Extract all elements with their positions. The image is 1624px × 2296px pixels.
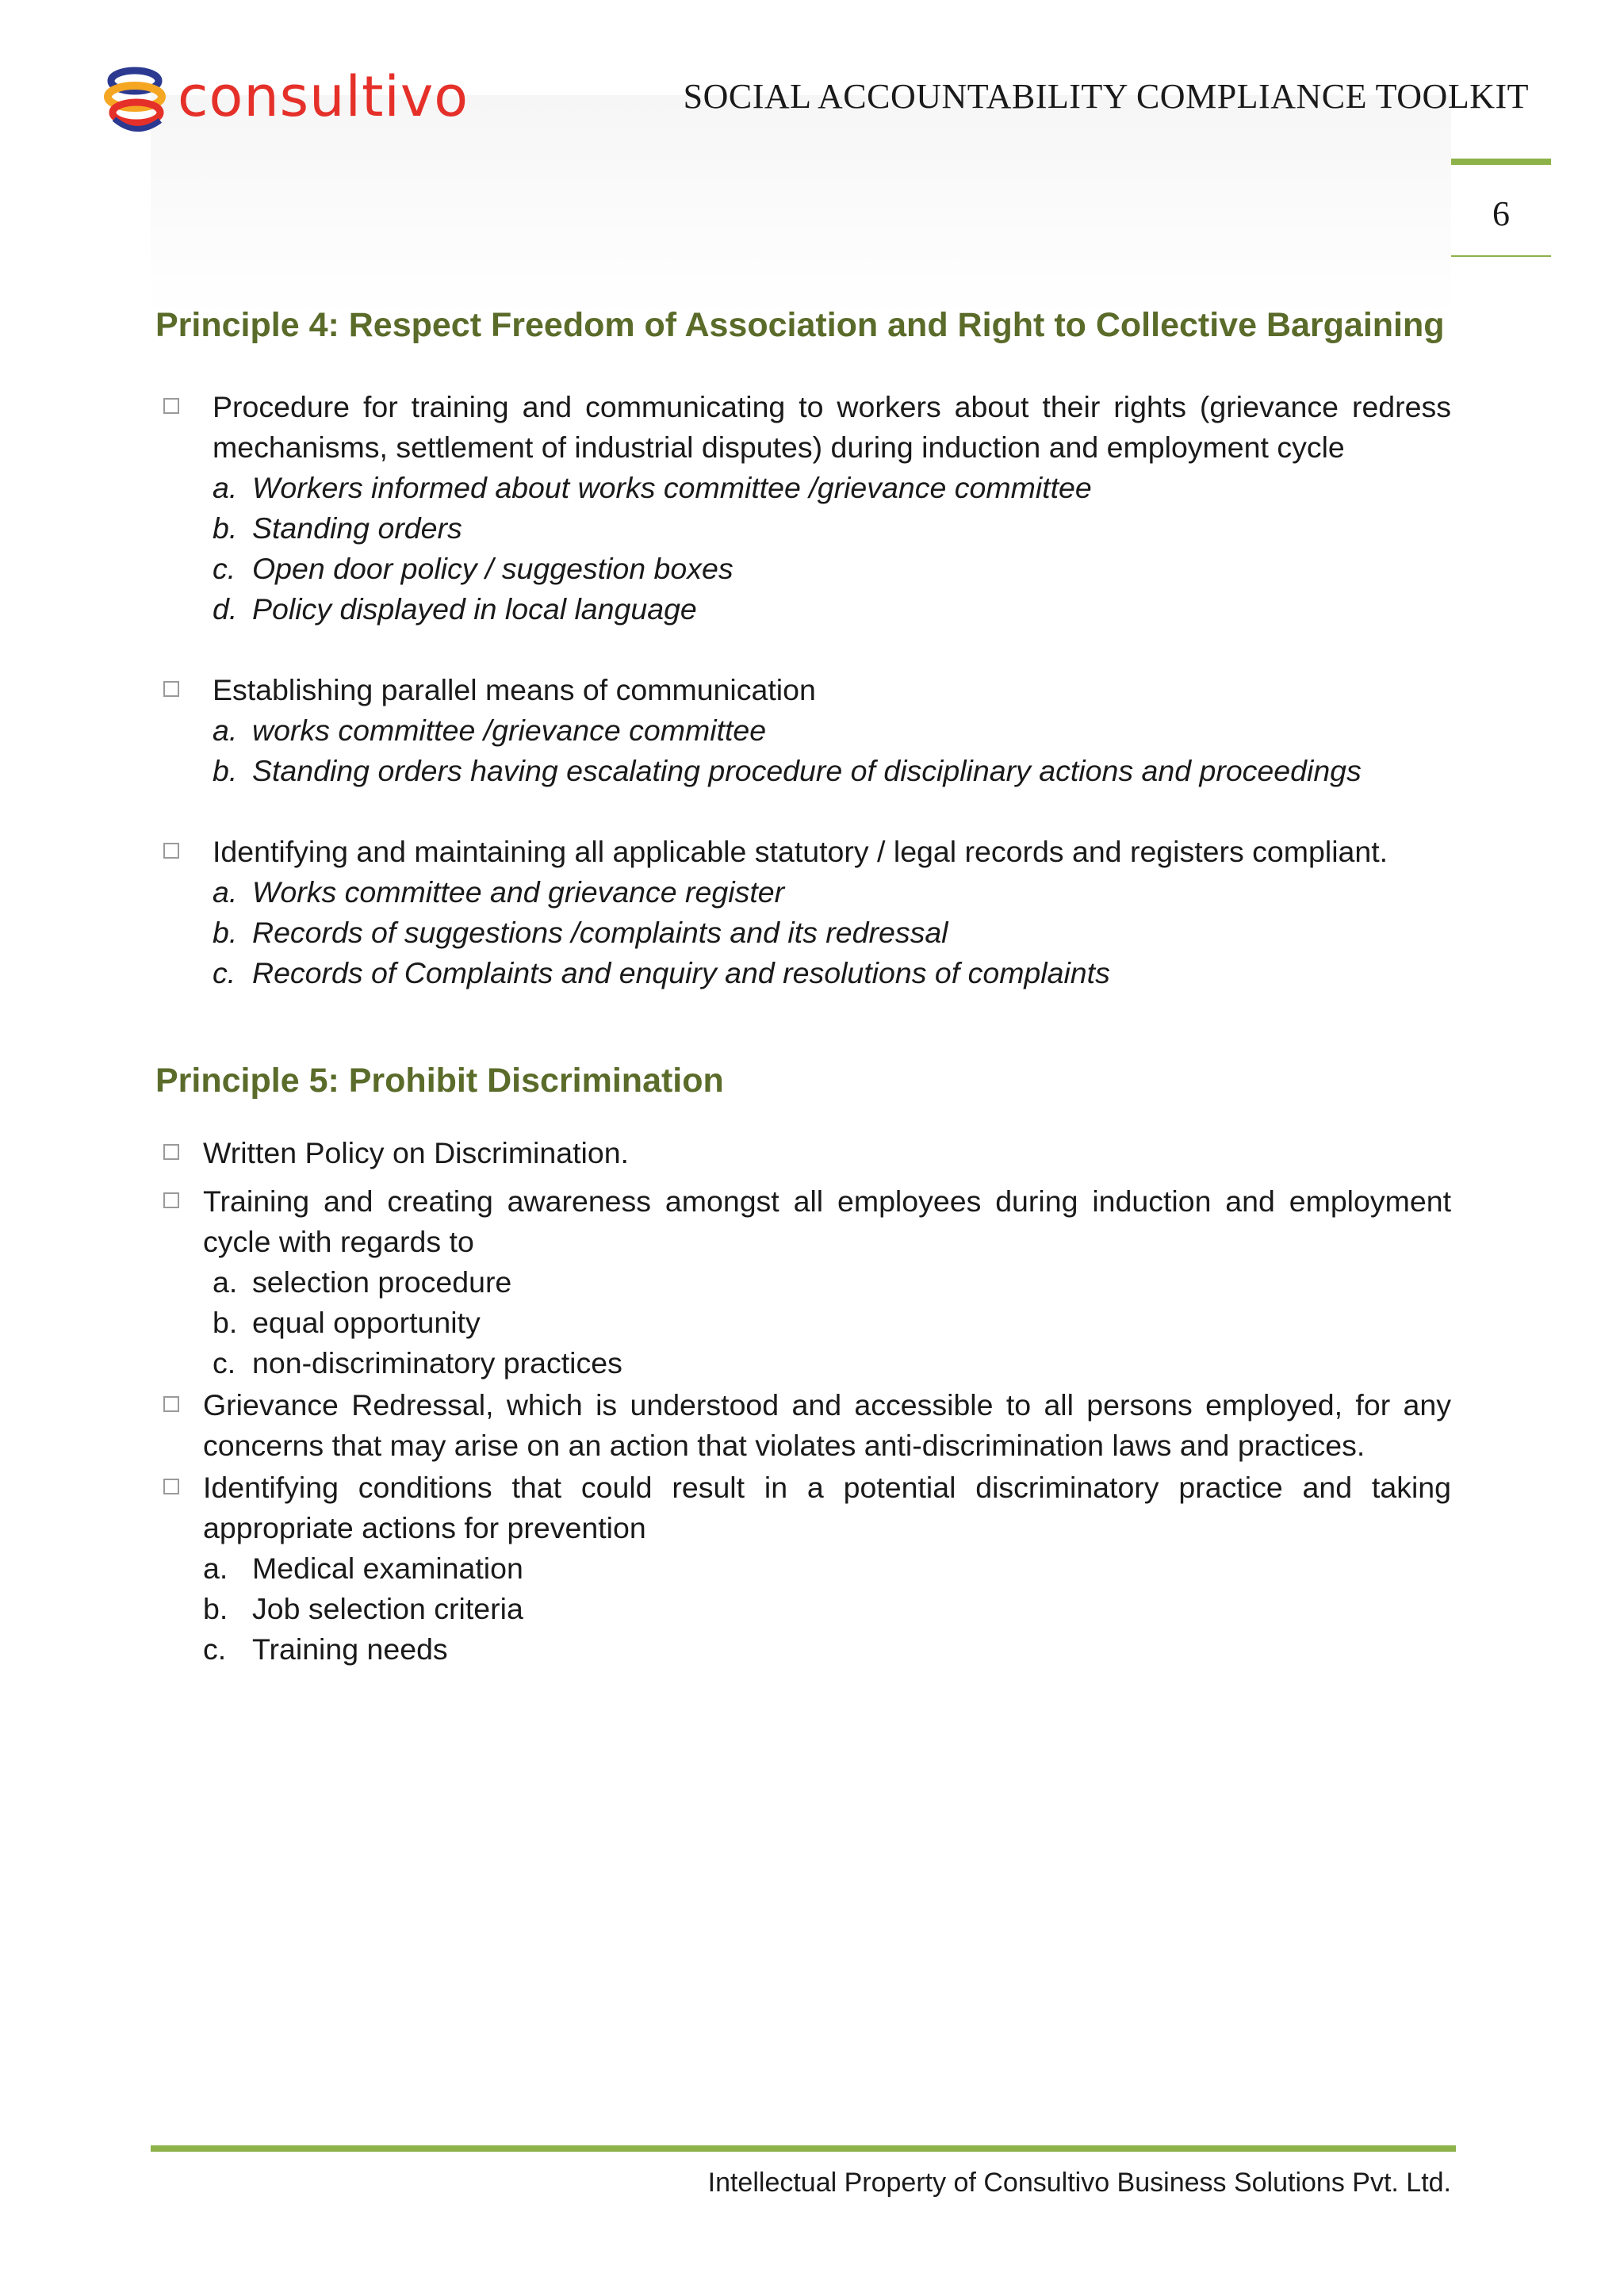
sub-item: c. Training needs — [203, 1632, 448, 1666]
list-item-text: Written Policy on Discrimination. — [203, 1136, 629, 1169]
page-content — [155, 301, 1451, 1670]
list-item — [155, 670, 1451, 791]
sub-item: b. Job selection criteria — [203, 1592, 523, 1625]
logo-swirl-icon — [98, 52, 178, 140]
sub-item: b. Records of suggestions /complaints and its redressal — [213, 916, 948, 949]
list-item-text: Training and creating awareness amongst all employees during induction and employment cycle with regards to — [203, 1184, 1451, 1258]
sub-item: b. Standing orders having escalating procedure of disciplinary actions and proceedings — [213, 754, 1362, 787]
principle-5-heading: Principle 5: Prohibit Discrimination — [155, 1062, 724, 1100]
document-title: SOCIAL ACCOUNTABILITY COMPLIANCE TOOLKIT — [683, 77, 1529, 116]
page-number-top-rule — [1451, 159, 1551, 165]
list-item — [155, 832, 1451, 993]
list-item-text: Grievance Redressal, which is understood and accessible to all persons employed, for any concerns that may arise on an action that violates anti-discrimination laws and practices. — [203, 1388, 1451, 1462]
checkbox-bullet-icon — [163, 681, 179, 697]
sub-item: a. Workers informed about works committee /grievance committee — [213, 471, 1092, 504]
checkbox-bullet-icon — [163, 1479, 179, 1494]
sub-item: c. Records of Complaints and enquiry and resolutions of complaints — [213, 956, 1110, 989]
list-item-text: Identifying and maintaining all applicable statutory / legal records and registers compliant. — [213, 835, 1388, 868]
list-item-text: Procedure for training and communicating to workers about their rights (grievance redress mechanisms, settlement of industrial disputes) during induction and employment cycle — [213, 390, 1451, 464]
sub-item: c. Open door policy / suggestion boxes — [213, 552, 733, 585]
list-item — [155, 1468, 1451, 1670]
page-number-bottom-rule — [1451, 255, 1551, 257]
list-item — [155, 1133, 1451, 1173]
sub-item: b. equal opportunity — [213, 1306, 481, 1339]
principle-4-heading: Principle 4: Respect Freedom of Association and Right to Collective Bargaining — [155, 306, 1445, 344]
checkbox-bullet-icon — [163, 1396, 179, 1412]
sub-item: d. Policy displayed in local language — [213, 592, 697, 626]
list-item-text: Establishing parallel means of communication — [213, 673, 816, 706]
sub-item: b. Standing orders — [213, 511, 462, 545]
logo-text: consultivo — [178, 64, 469, 129]
checkbox-bullet-icon — [163, 398, 179, 414]
footer-rule — [151, 2145, 1456, 2152]
sub-item: a. selection procedure — [213, 1265, 512, 1299]
footer-text: Intellectual Property of Consultivo Business Solutions Pvt. Ltd. — [707, 2168, 1451, 2198]
list-item — [155, 1385, 1451, 1466]
consultivo-logo — [98, 52, 469, 140]
sub-item: c. non-discriminatory practices — [213, 1346, 622, 1380]
list-item-text: Identifying conditions that could result in a potential discriminatory practice and taking appropriate actions for prevention — [203, 1471, 1451, 1544]
sub-item: a. works committee /grievance committee — [213, 714, 767, 747]
checkbox-bullet-icon — [163, 1144, 179, 1160]
page-number-box — [1451, 159, 1551, 257]
checkbox-bullet-icon — [163, 1192, 179, 1208]
checkbox-bullet-icon — [163, 843, 179, 859]
list-item — [155, 387, 1451, 629]
list-item — [155, 1181, 1451, 1383]
page-number: 6 — [1492, 194, 1510, 233]
sub-item: a. Medical examination — [203, 1552, 523, 1585]
sub-item: a. Works committee and grievance register — [213, 875, 785, 909]
